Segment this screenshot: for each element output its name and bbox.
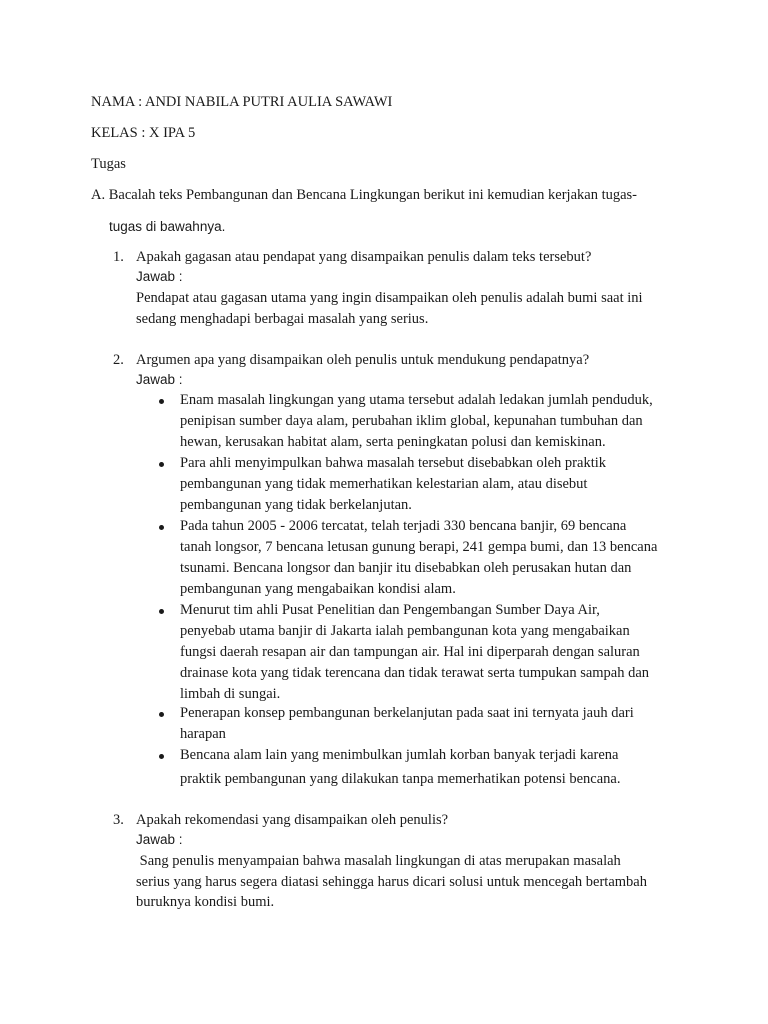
bullet-marker	[159, 754, 164, 759]
bullet-line: limbah di sungai.	[180, 686, 281, 702]
bullet-line: Menurut tim ahli Pusat Penelitian dan Pengembangan Sumber Daya Air,	[180, 602, 600, 618]
bullet-line: Penerapan konsep pembangunan berkelanjutan pada saat ini ternyata jauh dari	[180, 705, 634, 721]
answer-line: buruknya kondisi bumi.	[136, 894, 275, 910]
bullet-line: pembangunan yang tidak berkelanjutan.	[180, 497, 412, 513]
bullet-marker	[159, 712, 164, 717]
assignment-title: Tugas	[91, 156, 126, 172]
bullet-line: pembangunan yang mengabaikan kondisi alam.	[180, 581, 456, 597]
jawab-label: Jawab :	[136, 269, 183, 284]
bullet-line: fungsi daerah resapan air dan tampungan air. Hal ini diperparah dengan saluran	[180, 644, 640, 660]
question-text: Argumen apa yang disampaikan oleh penulis untuk mendukung pendapatnya?	[136, 352, 590, 368]
question-text: Apakah gagasan atau pendapat yang disampaikan penulis dalam teks tersebut?	[136, 249, 592, 265]
section-a-instruction-line2: tugas di bawahnya.	[109, 219, 226, 234]
bullet-marker	[159, 462, 164, 467]
bullet-line: Pada tahun 2005 - 2006 tercatat, telah terjadi 330 bencana banjir, 69 bencana	[180, 518, 627, 534]
bullet-line: praktik pembangunan yang dilakukan tanpa memerhatikan potensi bencana.	[180, 771, 621, 787]
section-a-instruction-line1: A. Bacalah teks Pembangunan dan Bencana Lingkungan berikut ini kemudian kerjakan tugas-	[91, 187, 638, 203]
bullet-marker	[159, 525, 164, 530]
jawab-label: Jawab :	[136, 372, 183, 387]
answer-line: sedang menghadapi berbagai masalah yang serius.	[136, 311, 429, 327]
bullet-line: Bencana alam lain yang menimbulkan jumlah korban banyak terjadi karena	[180, 747, 619, 763]
bullet-line: tanah longsor, 7 bencana letusan gunung berapi, 241 gempa bumi, dan 13 bencana	[180, 539, 658, 555]
bullet-line: penyebab utama banjir di Jakarta ialah pembangunan kota yang mengabaikan	[180, 623, 630, 639]
bullet-line: drainase kota yang tidak terencana dan tidak terawat serta tumpukan sampah dan	[180, 665, 650, 681]
bullet-line: Para ahli menyimpulkan bahwa masalah tersebut disebabkan oleh praktik	[180, 455, 607, 471]
question-text: Apakah rekomendasi yang disampaikan oleh penulis?	[136, 812, 449, 828]
question-number: 3.	[113, 812, 124, 828]
jawab-label: Jawab :	[136, 832, 183, 847]
bullet-line: penipisan sumber daya alam, perubahan iklim global, kepunahan tumbuhan dan	[180, 413, 643, 429]
answer-line: Sang penulis menyampaian bahwa masalah lingkungan di atas merupakan masalah	[136, 853, 621, 869]
answer-line: serius yang harus segera diatasi sehingga harus dicari solusi untuk mencegah bertambah	[136, 874, 647, 890]
bullet-marker	[159, 609, 164, 614]
bullet-line: hewan, kerusakan habitat alam, serta peningkatan polusi dan kemiskinan.	[180, 434, 606, 450]
student-class: KELAS : X IPA 5	[91, 125, 196, 141]
bullet-line: pembangunan yang tidak memerhatikan kelestarian alam, atau disebut	[180, 476, 588, 492]
answer-line: Pendapat atau gagasan utama yang ingin disampaikan oleh penulis adalah bumi saat ini	[136, 290, 643, 306]
question-number: 1.	[113, 249, 124, 265]
bullet-line: tsunami. Bencana longsor dan banjir itu disebabkan oleh perusakan hutan dan	[180, 560, 632, 576]
student-name: NAMA : ANDI NABILA PUTRI AULIA SAWAWI	[91, 94, 393, 110]
question-number: 2.	[113, 352, 124, 368]
bullet-line: Enam masalah lingkungan yang utama tersebut adalah ledakan jumlah penduduk,	[180, 392, 653, 408]
bullet-marker	[159, 399, 164, 404]
bullet-line: harapan	[180, 726, 226, 742]
